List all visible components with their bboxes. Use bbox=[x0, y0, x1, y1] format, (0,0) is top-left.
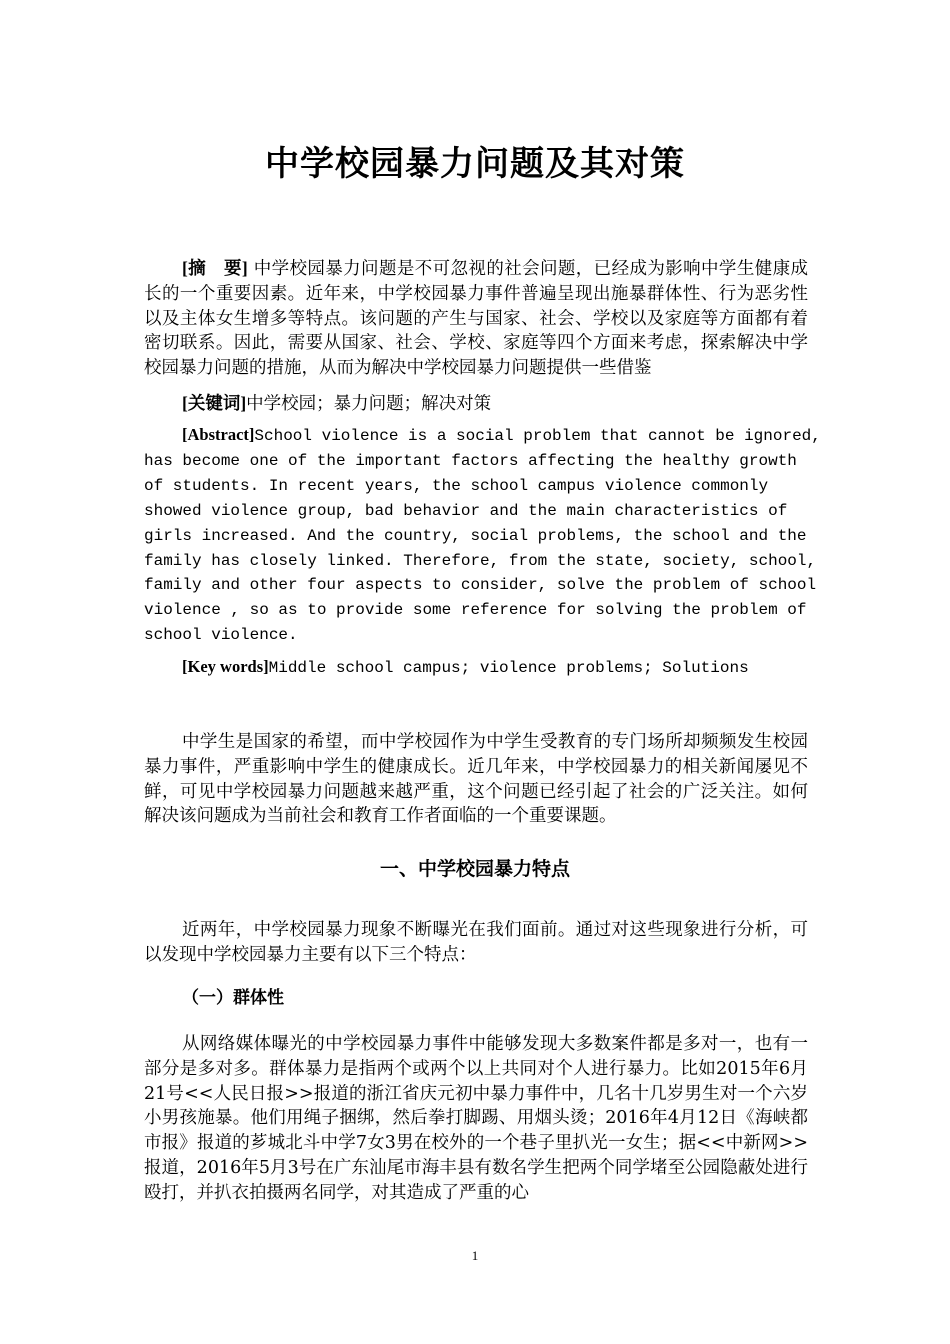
keywords-cn bbox=[144, 391, 808, 417]
keywords-cn-text: 中学校园；暴力问题；解决对策 bbox=[246, 394, 492, 414]
subsection-paragraph: 从网络媒体曝光的中学校园暴力事件中能够发现大多数案件都是多对一，也有一部分是多对多。群体暴力是指两个或两个以上共同对个人进行暴力。比如2015年6月21号<<人民日报>>报道的浙江省庆元初中暴力事件中，几名十几岁男生对一个六岁小男孩施暴。他们用绳子捆绑，然后拳打脚踢、用烟头烫；2016年4月12日《海峡都市报》报道的芗城北斗中学7女3男在校外的一个巷子里扒光一女生；据<<中新网>>报道，2016年5月3号在广东汕尾市海丰县有数名学生把两个同学堵至公园隐蔽处进行殴打，并扒衣拍摄两名同学，对其造成了严重的心 bbox=[144, 1034, 808, 1203]
section-heading: 一、中学校园暴力特点 bbox=[379, 858, 570, 880]
page-number: 1 bbox=[471, 1248, 479, 1263]
keywords-cn-label: [关键词] bbox=[182, 393, 247, 413]
keywords-en-label: [Key words] bbox=[182, 657, 269, 676]
keywords-en bbox=[144, 655, 824, 681]
keywords-en-text: Middle school campus; violence problems; Solutions bbox=[268, 659, 749, 677]
abstract-cn-label: [摘 要] bbox=[182, 258, 248, 278]
abstract-cn-text: 中学校园暴力问题是不可忽视的社会问题，已经成为影响中学生健康成长的一个重要因素。近年来，中学校园暴力事件普遍呈现出施暴群体性、行为恶劣性以及主体女生增多等特点。该问题的产生与国家、社会、学校以及家庭等方面都有着密切联系。因此，需要从国家、社会、学校、家庭等四个方面来考虑，探索解决中学校园暴力问题的措施，从而为解决中学校园暴力问题提供一些借鉴 bbox=[144, 259, 808, 379]
section-intro-paragraph: 近两年，中学校园暴力现象不断曝光在我们面前。通过对这些现象进行分析，可以发现中学校园暴力主要有以下三个特点： bbox=[144, 920, 808, 965]
abstract-en bbox=[144, 423, 824, 648]
document-title: 中学校园暴力问题及其对策 bbox=[265, 144, 685, 184]
subsection-heading: （一）群体性 bbox=[182, 988, 284, 1008]
abstract-en-label: [Abstract] bbox=[182, 425, 255, 444]
abstract-en-text: School violence is a social problem that cannot be ignored, has become one of the important factors affecting the healthy growth of students. In recent years, the school campus violence commonly showed violence group, bad behavior and the main characteristics of girls increased. And the country, social problems, the school and the family has closely linked. Therefore, from the state, society, school, family and other four aspects to consider, solve the problem of school violence , so as to provide some reference for solving the problem of school violence. bbox=[144, 427, 821, 645]
abstract-cn bbox=[144, 256, 808, 381]
intro-paragraph: 中学生是国家的希望，而中学校园作为中学生受教育的专门场所却频频发生校园暴力事件，严重影响中学生的健康成长。近几年来，中学校园暴力的相关新闻屡见不鲜，可见中学校园暴力问题越来越严重，这个问题已经引起了社会的广泛关注。如何解决该问题成为当前社会和教育工作者面临的一个重要课题。 bbox=[144, 732, 808, 827]
